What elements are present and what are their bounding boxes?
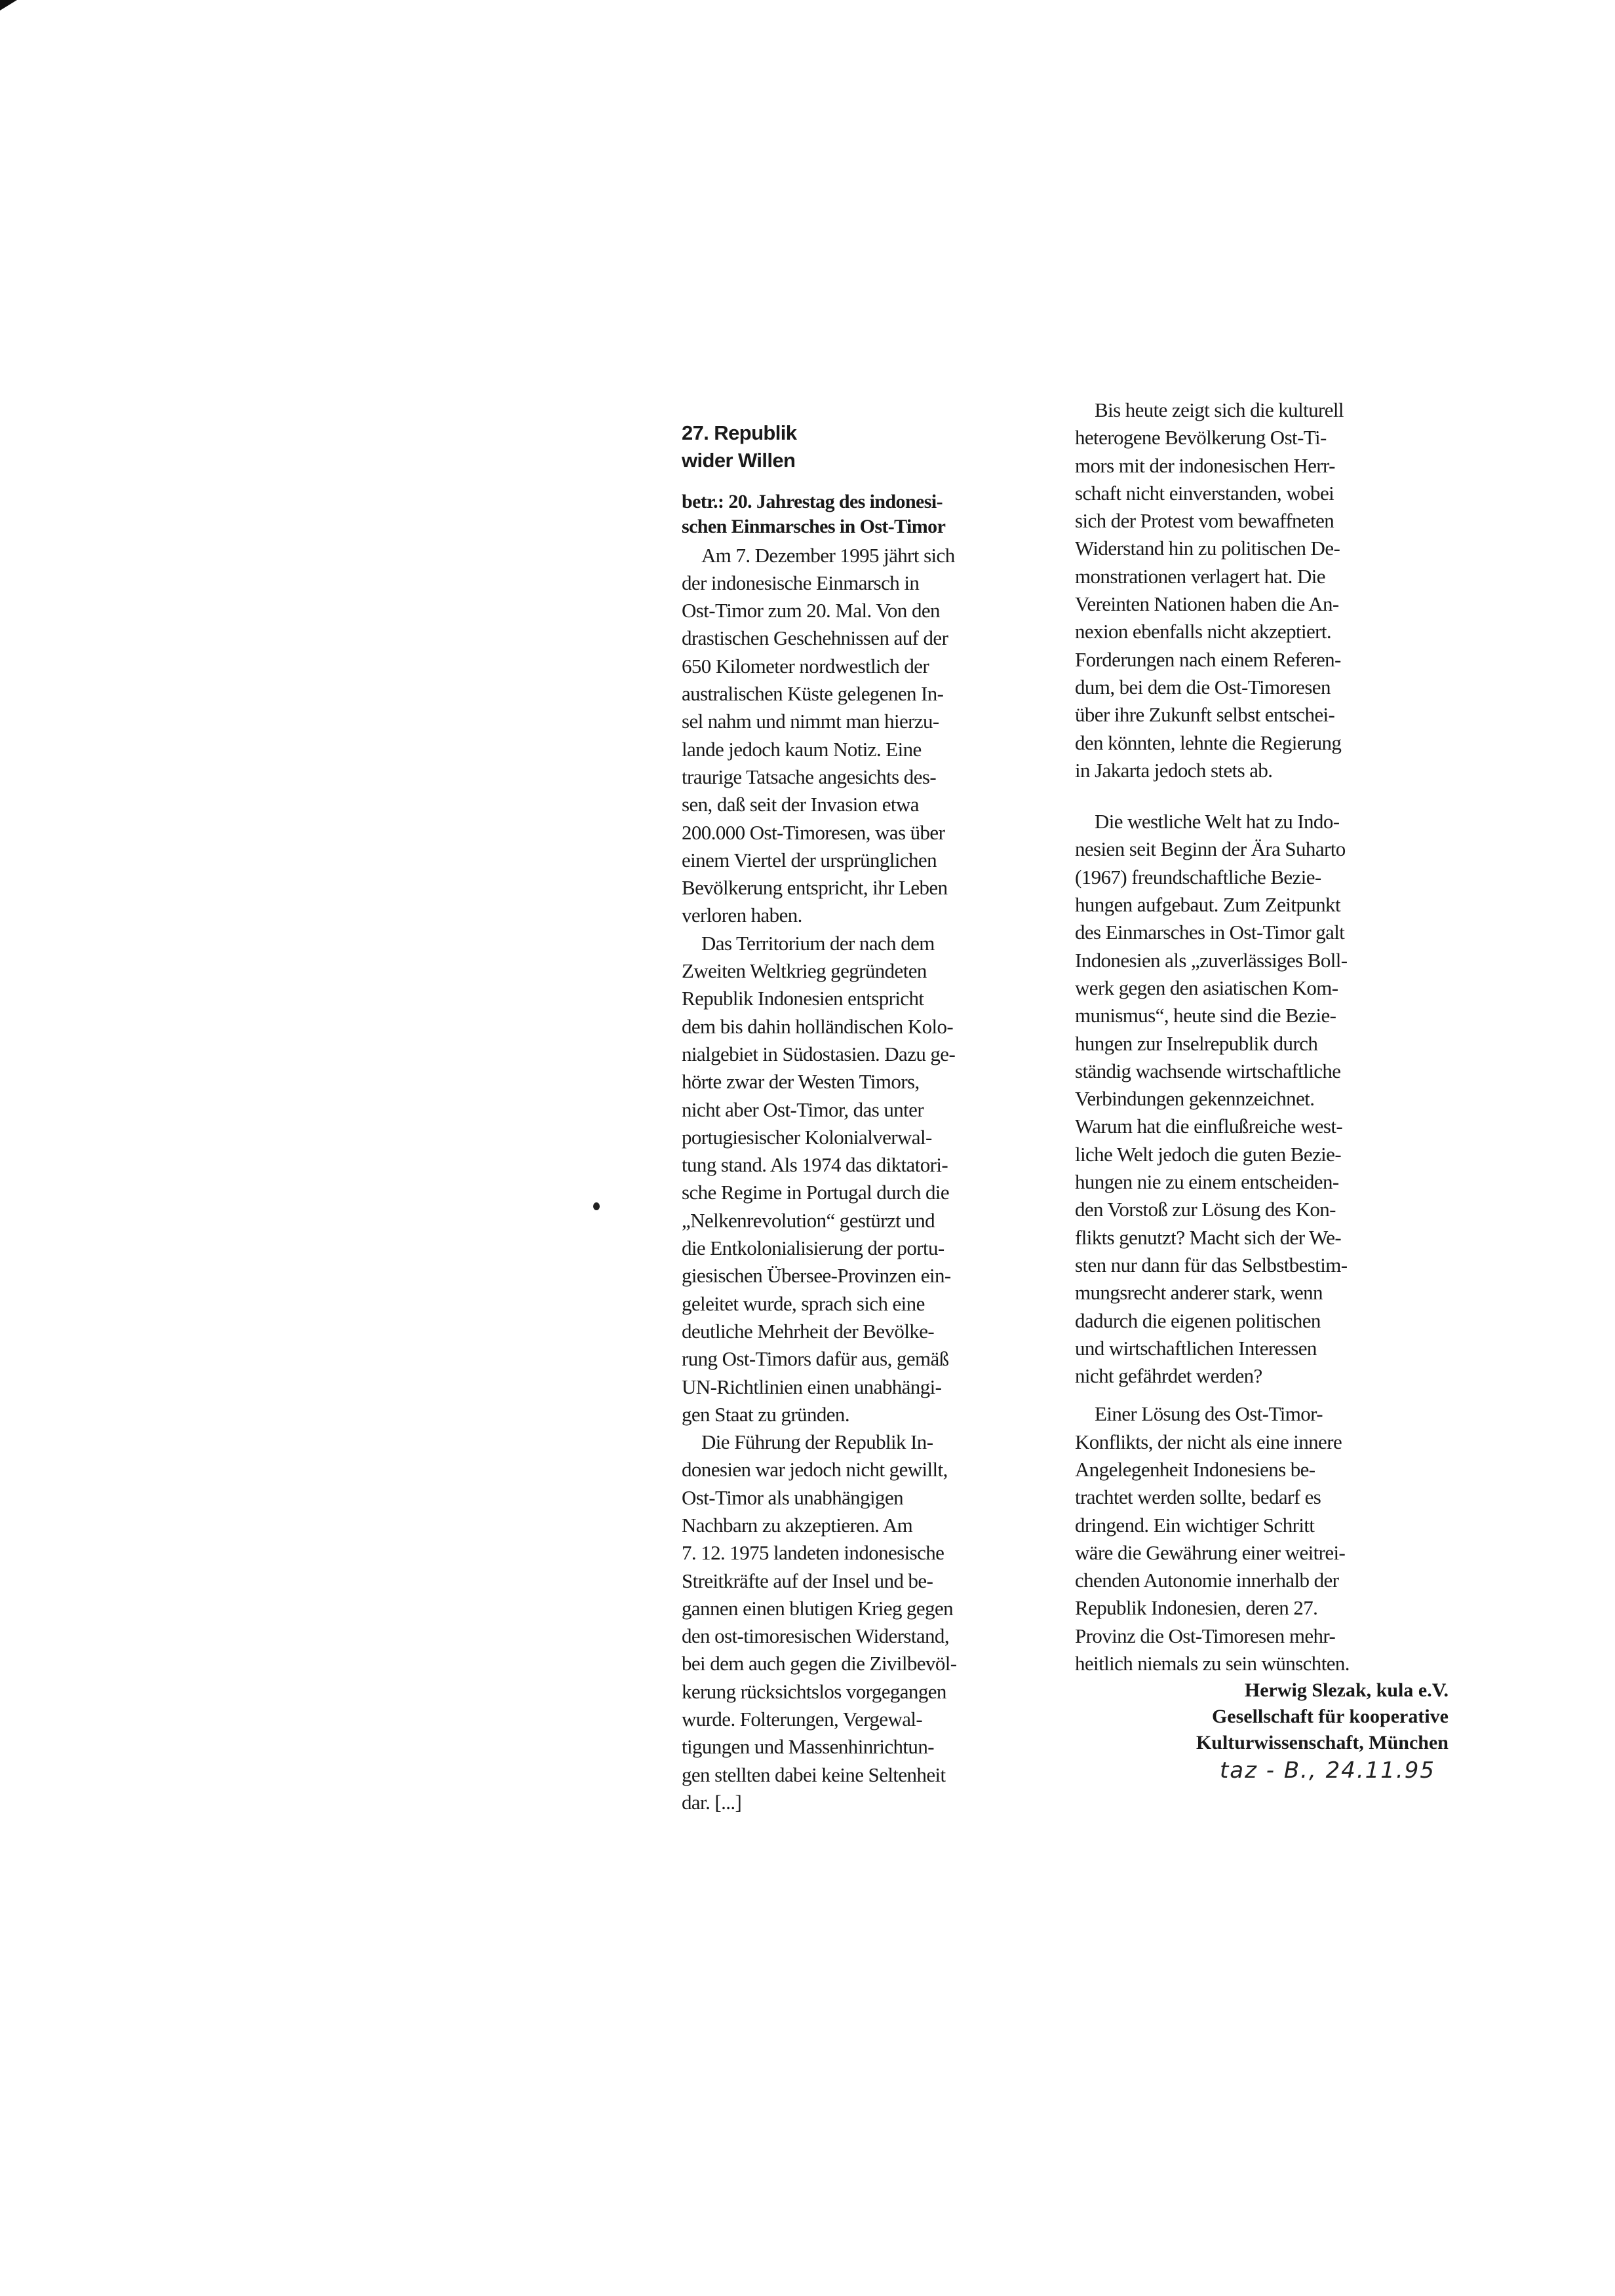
body-text-line: Vereinten Nationen haben die An- xyxy=(1075,592,1339,616)
body-text-line: hungen nie zu einem entscheiden- xyxy=(1075,1170,1339,1194)
body-text-line: (1967) freundschaftliche Bezie- xyxy=(1075,865,1321,889)
body-text-line: portugiesischer Kolonialverwal- xyxy=(682,1125,932,1149)
body-text-line: „Nelkenrevolution“ gestürzt und xyxy=(682,1208,935,1232)
subhead-line: betr.: 20. Jahrestag des indonesi- xyxy=(682,490,943,512)
article-right-column xyxy=(1075,396,1449,1785)
body-text-line: kerung rücksichtslos vorgegangen xyxy=(682,1679,946,1703)
signature-line: Kulturwissenschaft, München xyxy=(1196,1732,1449,1754)
body-text-line: Die westliche Welt hat zu Indo- xyxy=(1095,810,1340,833)
article-subhead xyxy=(682,489,1036,539)
headline-line: 27. Republik xyxy=(682,421,797,444)
body-text-line: Indonesien als „zuverlässiges Boll- xyxy=(1075,948,1348,972)
body-text-line: lande jedoch kaum Notiz. Eine xyxy=(682,737,922,761)
body-text-line: heitlich niemals zu sein wünschten. xyxy=(1075,1652,1350,1675)
body-text-line: flikts genutzt? Macht sich der We- xyxy=(1075,1225,1342,1249)
body-text-line: in Jakarta jedoch stets ab. xyxy=(1075,758,1273,782)
body-text-line: sche Regime in Portugal durch die xyxy=(682,1181,950,1204)
body-text-line: hungen aufgebaut. Zum Zeitpunkt xyxy=(1075,893,1340,917)
body-text-line: trachtet werden sollte, bedarf es xyxy=(1075,1485,1321,1509)
body-text-line: dar. [...] xyxy=(682,1790,742,1814)
body-text-line: Zweiten Weltkrieg gegründeten xyxy=(682,959,927,983)
body-text-line: dringend. Ein wichtiger Schritt xyxy=(1075,1513,1315,1537)
body-text-line: den Vorstoß zur Lösung des Kon- xyxy=(1075,1198,1336,1221)
body-text-line: donesien war jedoch nicht gewillt, xyxy=(682,1458,948,1482)
body-text-line: sten nur dann für das Selbstbestim- xyxy=(1075,1253,1348,1276)
body-text-line: sen, daß seit der Invasion etwa xyxy=(682,793,919,816)
body-text-line: nicht gefährdet werden? xyxy=(1075,1364,1262,1388)
body-text-line: Ost-Timor zum 20. Mal. Von den xyxy=(682,599,940,622)
body-text-line: den könnten, lehnte die Regierung xyxy=(1075,731,1342,754)
body-text-line: einem Viertel der ursprünglichen xyxy=(682,848,937,871)
left-column-body xyxy=(682,542,1036,1817)
body-text-line: mors mit der indonesischen Herr- xyxy=(1075,453,1335,477)
body-text-line: geleitet wurde, sprach sich eine xyxy=(682,1292,925,1315)
body-text-line: deutliche Mehrheit der Bevölke- xyxy=(682,1319,935,1343)
body-text-line: giesischen Übersee-Provinzen ein- xyxy=(682,1264,951,1288)
body-text-line: traurige Tatsache angesichts des- xyxy=(682,765,937,788)
body-text-line: dadurch die eigenen politischen xyxy=(1075,1309,1321,1332)
body-text-line: Angelegenheit Indonesiens be- xyxy=(1075,1457,1315,1481)
headline-line: wider Willen xyxy=(682,449,796,472)
body-text-line: Verbindungen gekennzeichnet. xyxy=(1075,1087,1315,1111)
body-text-line: 7. 12. 1975 landeten indonesische xyxy=(682,1541,944,1565)
body-text-line: wäre die Gewährung einer weitrei- xyxy=(1075,1540,1346,1564)
body-text-line: gen stellten dabei keine Seltenheit xyxy=(682,1763,946,1786)
article-left-column xyxy=(682,419,1036,1816)
body-text-line: Warum hat die einflußreiche west- xyxy=(1075,1115,1343,1138)
body-text-line: heterogene Bevölkerung Ost-Ti- xyxy=(1075,426,1327,450)
body-text-line: 200.000 Ost-Timoresen, was über xyxy=(682,820,945,844)
body-text-line: werk gegen den asiatischen Kom- xyxy=(1075,976,1338,999)
body-text-line: die Entkolonialisierung der portu- xyxy=(682,1236,944,1260)
body-text-line: 650 Kilometer nordwestlich der xyxy=(682,654,929,678)
body-text-line: Am 7. Dezember 1995 jährt sich xyxy=(701,543,955,567)
body-text-line: des Einmarsches in Ost-Timor galt xyxy=(1075,921,1345,944)
signature-line: Herwig Slezak, kula e.V. xyxy=(1244,1679,1449,1702)
body-text-line: australischen Küste gelegenen In- xyxy=(682,682,944,706)
body-text-line: tigungen und Massenhinrichtun- xyxy=(682,1735,934,1759)
body-text-line: Die Führung der Republik In- xyxy=(701,1430,933,1454)
body-text-line: sel nahm und nimmt man hierzu- xyxy=(682,710,939,733)
body-text-line: gen Staat zu gründen. xyxy=(682,1402,849,1426)
body-text-line: UN-Richtlinien einen unabhängi- xyxy=(682,1375,942,1398)
body-text-line: Republik Indonesien entspricht xyxy=(682,987,924,1010)
body-text-line: chenden Autonomie innerhalb der xyxy=(1075,1569,1339,1592)
handwritten-source-note: taz - B., 24.11.95 xyxy=(1219,1757,1435,1784)
body-text-line: hörte zwar der Westen Timors, xyxy=(682,1070,920,1094)
scan-speck xyxy=(593,1202,600,1210)
signature-line: Gesellschaft für kooperative xyxy=(1211,1706,1449,1728)
body-text-line: tung stand. Als 1974 das diktatori- xyxy=(682,1153,948,1177)
body-text-line: nexion ebenfalls nicht akzeptiert. xyxy=(1075,620,1332,643)
body-text-line: liche Welt jedoch die guten Bezie- xyxy=(1075,1142,1342,1166)
body-text-line: den ost-timoresischen Widerstand, xyxy=(682,1624,949,1648)
body-text-line: drastischen Geschehnissen auf der xyxy=(682,626,948,650)
body-text-line: Bis heute zeigt sich die kulturell xyxy=(1095,398,1344,421)
body-text-line: ständig wachsende wirtschaftliche xyxy=(1075,1059,1341,1082)
body-text-line: verloren haben. xyxy=(682,904,802,927)
body-text-line: rung Ost-Timors dafür aus, gemäß xyxy=(682,1347,949,1371)
letter-signature xyxy=(1075,1677,1449,1756)
body-text-line: schaft nicht einverstanden, wobei xyxy=(1075,481,1334,505)
paragraph-gap xyxy=(1075,784,1449,808)
body-text-line: munismus“, heute sind die Bezie- xyxy=(1075,1004,1336,1027)
subhead-line: schen Einmarsches in Ost-Timor xyxy=(682,515,946,537)
article-headline xyxy=(682,419,1036,475)
body-text-line: mungsrecht anderer stark, wenn xyxy=(1075,1281,1323,1305)
body-text-line: Provinz die Ost-Timoresen mehr- xyxy=(1075,1624,1336,1647)
body-text-line: gannen einen blutigen Krieg gegen xyxy=(682,1596,954,1620)
body-text-line: Widerstand hin zu politischen De- xyxy=(1075,537,1340,560)
body-text-line: über ihre Zukunft selbst entschei- xyxy=(1075,703,1335,727)
body-text-line: Konflikts, der nicht als eine innere xyxy=(1075,1430,1342,1453)
body-text-line: der indonesische Einmarsch in xyxy=(682,571,920,594)
body-text-line: dem bis dahin holländischen Kolo- xyxy=(682,1014,954,1038)
body-text-line: wurde. Folterungen, Vergewal- xyxy=(682,1708,923,1731)
body-text-line: nicht aber Ost-Timor, das unter xyxy=(682,1098,924,1121)
body-text-line: dum, bei dem die Ost-Timoresen xyxy=(1075,675,1331,698)
body-text-line: Das Territorium der nach dem xyxy=(701,931,935,955)
body-text-line: hungen zur Inselrepublik durch xyxy=(1075,1031,1318,1055)
body-text-line: bei dem auch gegen die Zivilbevöl- xyxy=(682,1652,957,1675)
body-text-line: sich der Protest vom bewaffneten xyxy=(1075,509,1334,533)
scan-corner-mark xyxy=(0,0,17,10)
body-text-line: Streitkräfte auf der Insel und be- xyxy=(682,1569,933,1592)
body-text-line: nialgebiet in Südostasien. Dazu ge- xyxy=(682,1042,956,1065)
body-text-line: Forderungen nach einem Referen- xyxy=(1075,647,1341,671)
body-text-line: Bevölkerung entspricht, ihr Leben xyxy=(682,876,948,900)
body-text-line: nesien seit Beginn der Ära Suharto xyxy=(1075,837,1346,861)
body-text-line: Republik Indonesien, deren 27. xyxy=(1075,1596,1318,1620)
body-text-line: Nachbarn zu akzeptieren. Am xyxy=(682,1513,913,1537)
paragraph-gap xyxy=(1075,1390,1449,1400)
body-text-line: monstrationen verlagert hat. Die xyxy=(1075,564,1325,588)
body-text-line: Ost-Timor als unabhängigen xyxy=(682,1485,904,1509)
right-column-body xyxy=(1075,396,1449,1677)
body-text-line: und wirtschaftlichen Interessen xyxy=(1075,1336,1317,1360)
body-text-line: Einer Lösung des Ost-Timor- xyxy=(1095,1402,1323,1426)
